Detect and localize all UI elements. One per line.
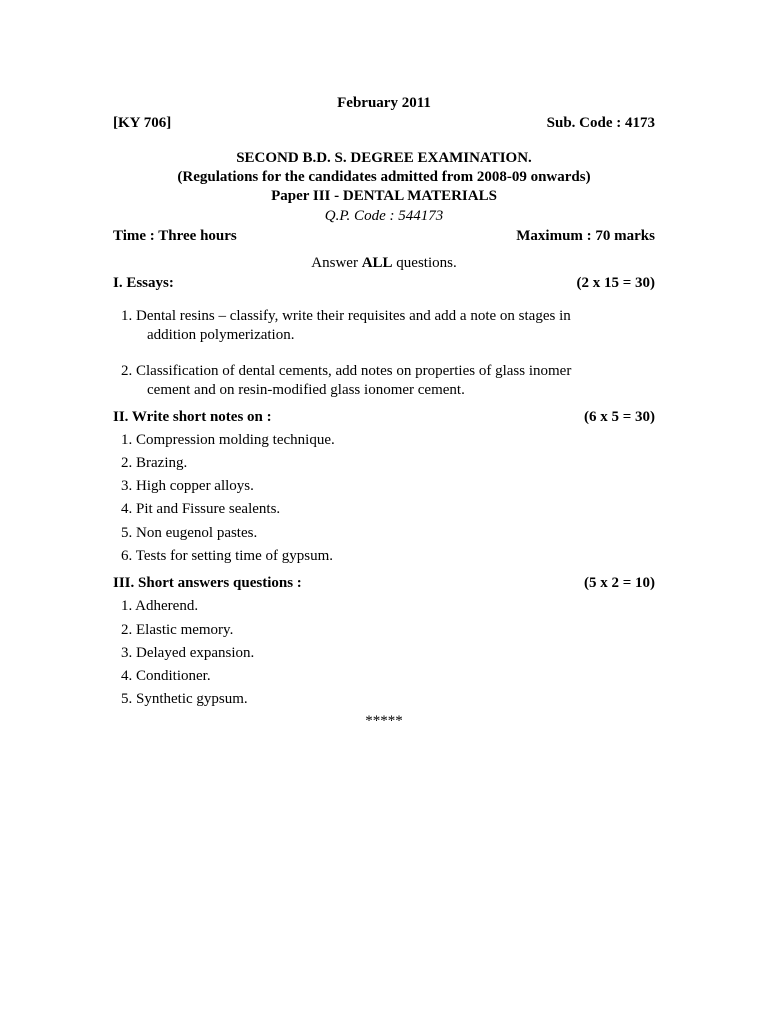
section-essays-marks: (2 x 15 = 30) — [576, 275, 655, 291]
qp-code: Q.P. Code : 544173 — [324, 208, 444, 224]
essay-question-2-line2: cement and on resin-modified glass ionomer cement. — [147, 381, 465, 398]
section-short-notes-title: II. Write short notes on : — [113, 409, 272, 425]
essay-question-1-line1: 1. Dental resins – classify, write their requisites and add a note on stages in — [121, 308, 571, 324]
section-short-answers-title: III. Short answers questions : — [113, 575, 302, 591]
essay-question-2 — [121, 362, 655, 400]
paper-title: Paper III - DENTAL MATERIALS — [271, 188, 497, 204]
instruction-post: questions. — [392, 255, 457, 271]
subject-code: Sub. Code : 4173 — [546, 115, 655, 131]
short-note-item: 6. Tests for setting time of gypsum. — [121, 548, 333, 564]
short-answer-item: 3. Delayed expansion. — [121, 645, 255, 661]
instruction-line — [0, 254, 768, 273]
short-note-item: 5. Non eugenol pastes. — [121, 525, 258, 541]
section-short-answers-marks: (5 x 2 = 10) — [583, 575, 655, 591]
instruction-emphasis: ALL — [361, 255, 393, 271]
exam-duration: Time : Three hours — [113, 228, 237, 244]
short-note-item: 1. Compression molding technique. — [121, 432, 335, 448]
essay-question-1 — [121, 307, 655, 345]
exam-title: SECOND B.D. S. DEGREE EXAMINATION. — [236, 150, 532, 166]
end-marker: ***** — [365, 713, 403, 729]
exam-date: February 2011 — [337, 95, 431, 111]
instruction-pre: Answer — [311, 255, 362, 271]
section-essays-title: I. Essays: — [113, 275, 174, 291]
short-answer-item: 2. Elastic memory. — [121, 622, 234, 638]
short-answer-item: 1. Adherend. — [121, 598, 199, 614]
short-note-item: 3. High copper alloys. — [121, 478, 254, 494]
essay-question-1-line2: addition polymerization. — [147, 326, 295, 343]
regulations-note: (Regulations for the candidates admitted from 2008-09 onwards) — [177, 169, 591, 185]
short-note-item: 4. Pit and Fissure sealents. — [121, 501, 281, 517]
section-short-notes-marks: (6 x 5 = 30) — [583, 409, 655, 425]
maximum-marks: Maximum : 70 marks — [516, 228, 655, 244]
essay-question-2-line1: 2. Classification of dental cements, add notes on properties of glass inomer — [121, 363, 572, 379]
short-note-item: 2. Brazing. — [121, 455, 188, 471]
short-answer-item: 4. Conditioner. — [121, 668, 211, 684]
short-answer-item: 5. Synthetic gypsum. — [121, 691, 248, 707]
paper-code: [KY 706] — [113, 115, 172, 131]
